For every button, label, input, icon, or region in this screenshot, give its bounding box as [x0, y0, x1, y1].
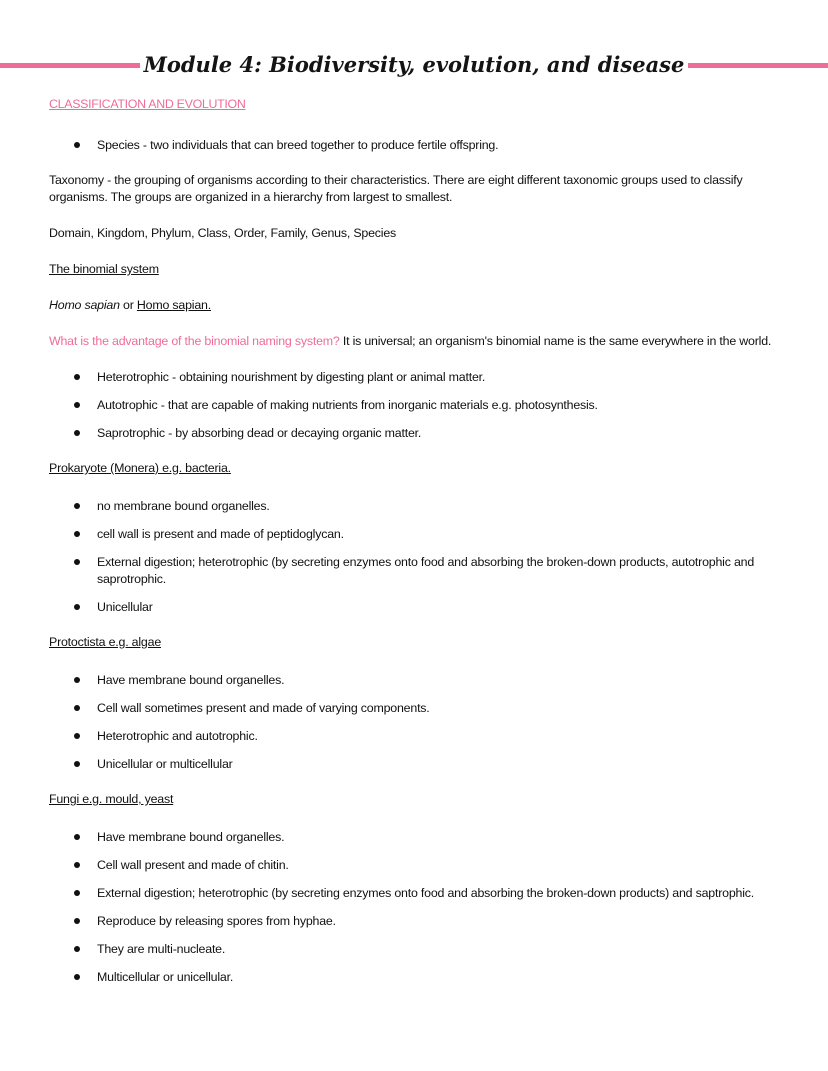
list-item-text: Unicellular or multicellular [97, 757, 233, 771]
list-item [49, 526, 789, 543]
bullet-icon [74, 890, 80, 896]
list-item-text: They are multi-nucleate. [97, 942, 226, 956]
list-item-text: Cell wall present and made of chitin. [97, 858, 289, 872]
bullet-icon [74, 142, 80, 148]
list-item-text: Cell wall sometimes present and made of varying components. [97, 701, 430, 715]
taxonomy-paragraph: Taxonomy - the grouping of organisms according to their characteristics. There are eight different taxonomic groups used to classify organisms. The groups are organized in a hierarchy from largest to smallest. [49, 173, 743, 204]
nutrition-list [49, 369, 789, 442]
bullet-icon [74, 946, 80, 952]
page-title-text: Module 4: Biodiversity, evolution, and disease [140, 52, 689, 77]
list-item [49, 700, 789, 717]
protoctista-list [49, 672, 789, 773]
list-item [49, 369, 789, 386]
bullet-icon [74, 862, 80, 868]
list-item-text: Reproduce by releasing spores from hyphae. [97, 914, 336, 928]
list-item-text: Autotrophic - that are capable of making nutrients from inorganic materials e.g. photosynthesis. [97, 398, 598, 412]
list-item [49, 756, 789, 773]
bullet-icon [74, 402, 80, 408]
bullet-icon [74, 503, 80, 509]
list-item [49, 397, 789, 414]
list-item-text: no membrane bound organelles. [97, 499, 270, 513]
list-item [49, 941, 789, 958]
list-item [49, 137, 789, 154]
list-item-text: Multicellular or unicellular. [97, 970, 234, 984]
list-item [49, 672, 789, 689]
hierarchy-list: Domain, Kingdom, Phylum, Class, Order, Family, Genus, Species [49, 226, 397, 240]
prokaryote-list [49, 498, 789, 616]
bullet-icon [74, 677, 80, 683]
section-heading: CLASSIFICATION AND EVOLUTION [49, 97, 246, 111]
bullet-icon [74, 733, 80, 739]
list-item [49, 969, 789, 986]
list-item [49, 857, 789, 874]
binomial-qa [49, 333, 789, 350]
list-item [49, 554, 789, 588]
list-item-text: Unicellular [97, 600, 153, 614]
document-body [49, 96, 789, 1004]
list-item-text: Heterotrophic - obtaining nourishment by digesting plant or animal matter. [97, 370, 486, 384]
list-item [49, 599, 789, 616]
binomial-underlined: Homo sapian. [136, 298, 211, 312]
bullet-icon [74, 531, 80, 537]
binomial-example [49, 297, 789, 314]
title-band [0, 48, 828, 82]
bullet-icon [74, 604, 80, 610]
bullet-icon [74, 559, 80, 565]
bullet-icon [74, 705, 80, 711]
list-item [49, 829, 789, 846]
binomial-connector: or [119, 298, 137, 312]
list-item [49, 498, 789, 515]
list-item [49, 728, 789, 745]
kingdom-heading-protoctista: Protoctista e.g. algae [49, 635, 162, 649]
list-item [49, 425, 789, 442]
bullet-icon [74, 761, 80, 767]
list-item-text: External digestion; heterotrophic (by secreting enzymes onto food and absorbing the broken-down products, autotrophic and saprotrophic. [97, 555, 755, 586]
bullet-icon [74, 918, 80, 924]
bullet-icon [74, 834, 80, 840]
list-item-text: cell wall is present and made of peptidoglycan. [97, 527, 344, 541]
list-item [49, 885, 789, 902]
list-item-text: Have membrane bound organelles. [97, 830, 285, 844]
kingdom-heading-fungi: Fungi e.g. mould, yeast [49, 792, 174, 806]
bullet-icon [74, 374, 80, 380]
list-item-text: Saprotrophic - by absorbing dead or decaying organic matter. [97, 426, 422, 440]
list-item-text: Species - two individuals that can breed together to produce fertile offspring. [97, 138, 499, 152]
kingdom-heading-prokaryote: Prokaryote (Monera) e.g. bacteria. [49, 461, 231, 475]
fungi-list [49, 829, 789, 986]
list-item [49, 913, 789, 930]
bullet-icon [74, 430, 80, 436]
binomial-question: What is the advantage of the binomial naming system? [49, 334, 340, 348]
binomial-italic: Homo sapian [49, 298, 120, 312]
bullet-icon [74, 974, 80, 980]
list-item-text: External digestion; heterotrophic (by secreting enzymes onto food and absorbing the broken-down products) and saptrophic. [97, 886, 755, 900]
species-list [49, 137, 789, 154]
list-item-text: Heterotrophic and autotrophic. [97, 729, 258, 743]
list-item-text: Have membrane bound organelles. [97, 673, 285, 687]
page-title [0, 48, 828, 82]
binomial-answer: It is universal; an organism's binomial name is the same everywhere in the world. [339, 334, 772, 348]
binomial-heading: The binomial system [49, 262, 159, 276]
